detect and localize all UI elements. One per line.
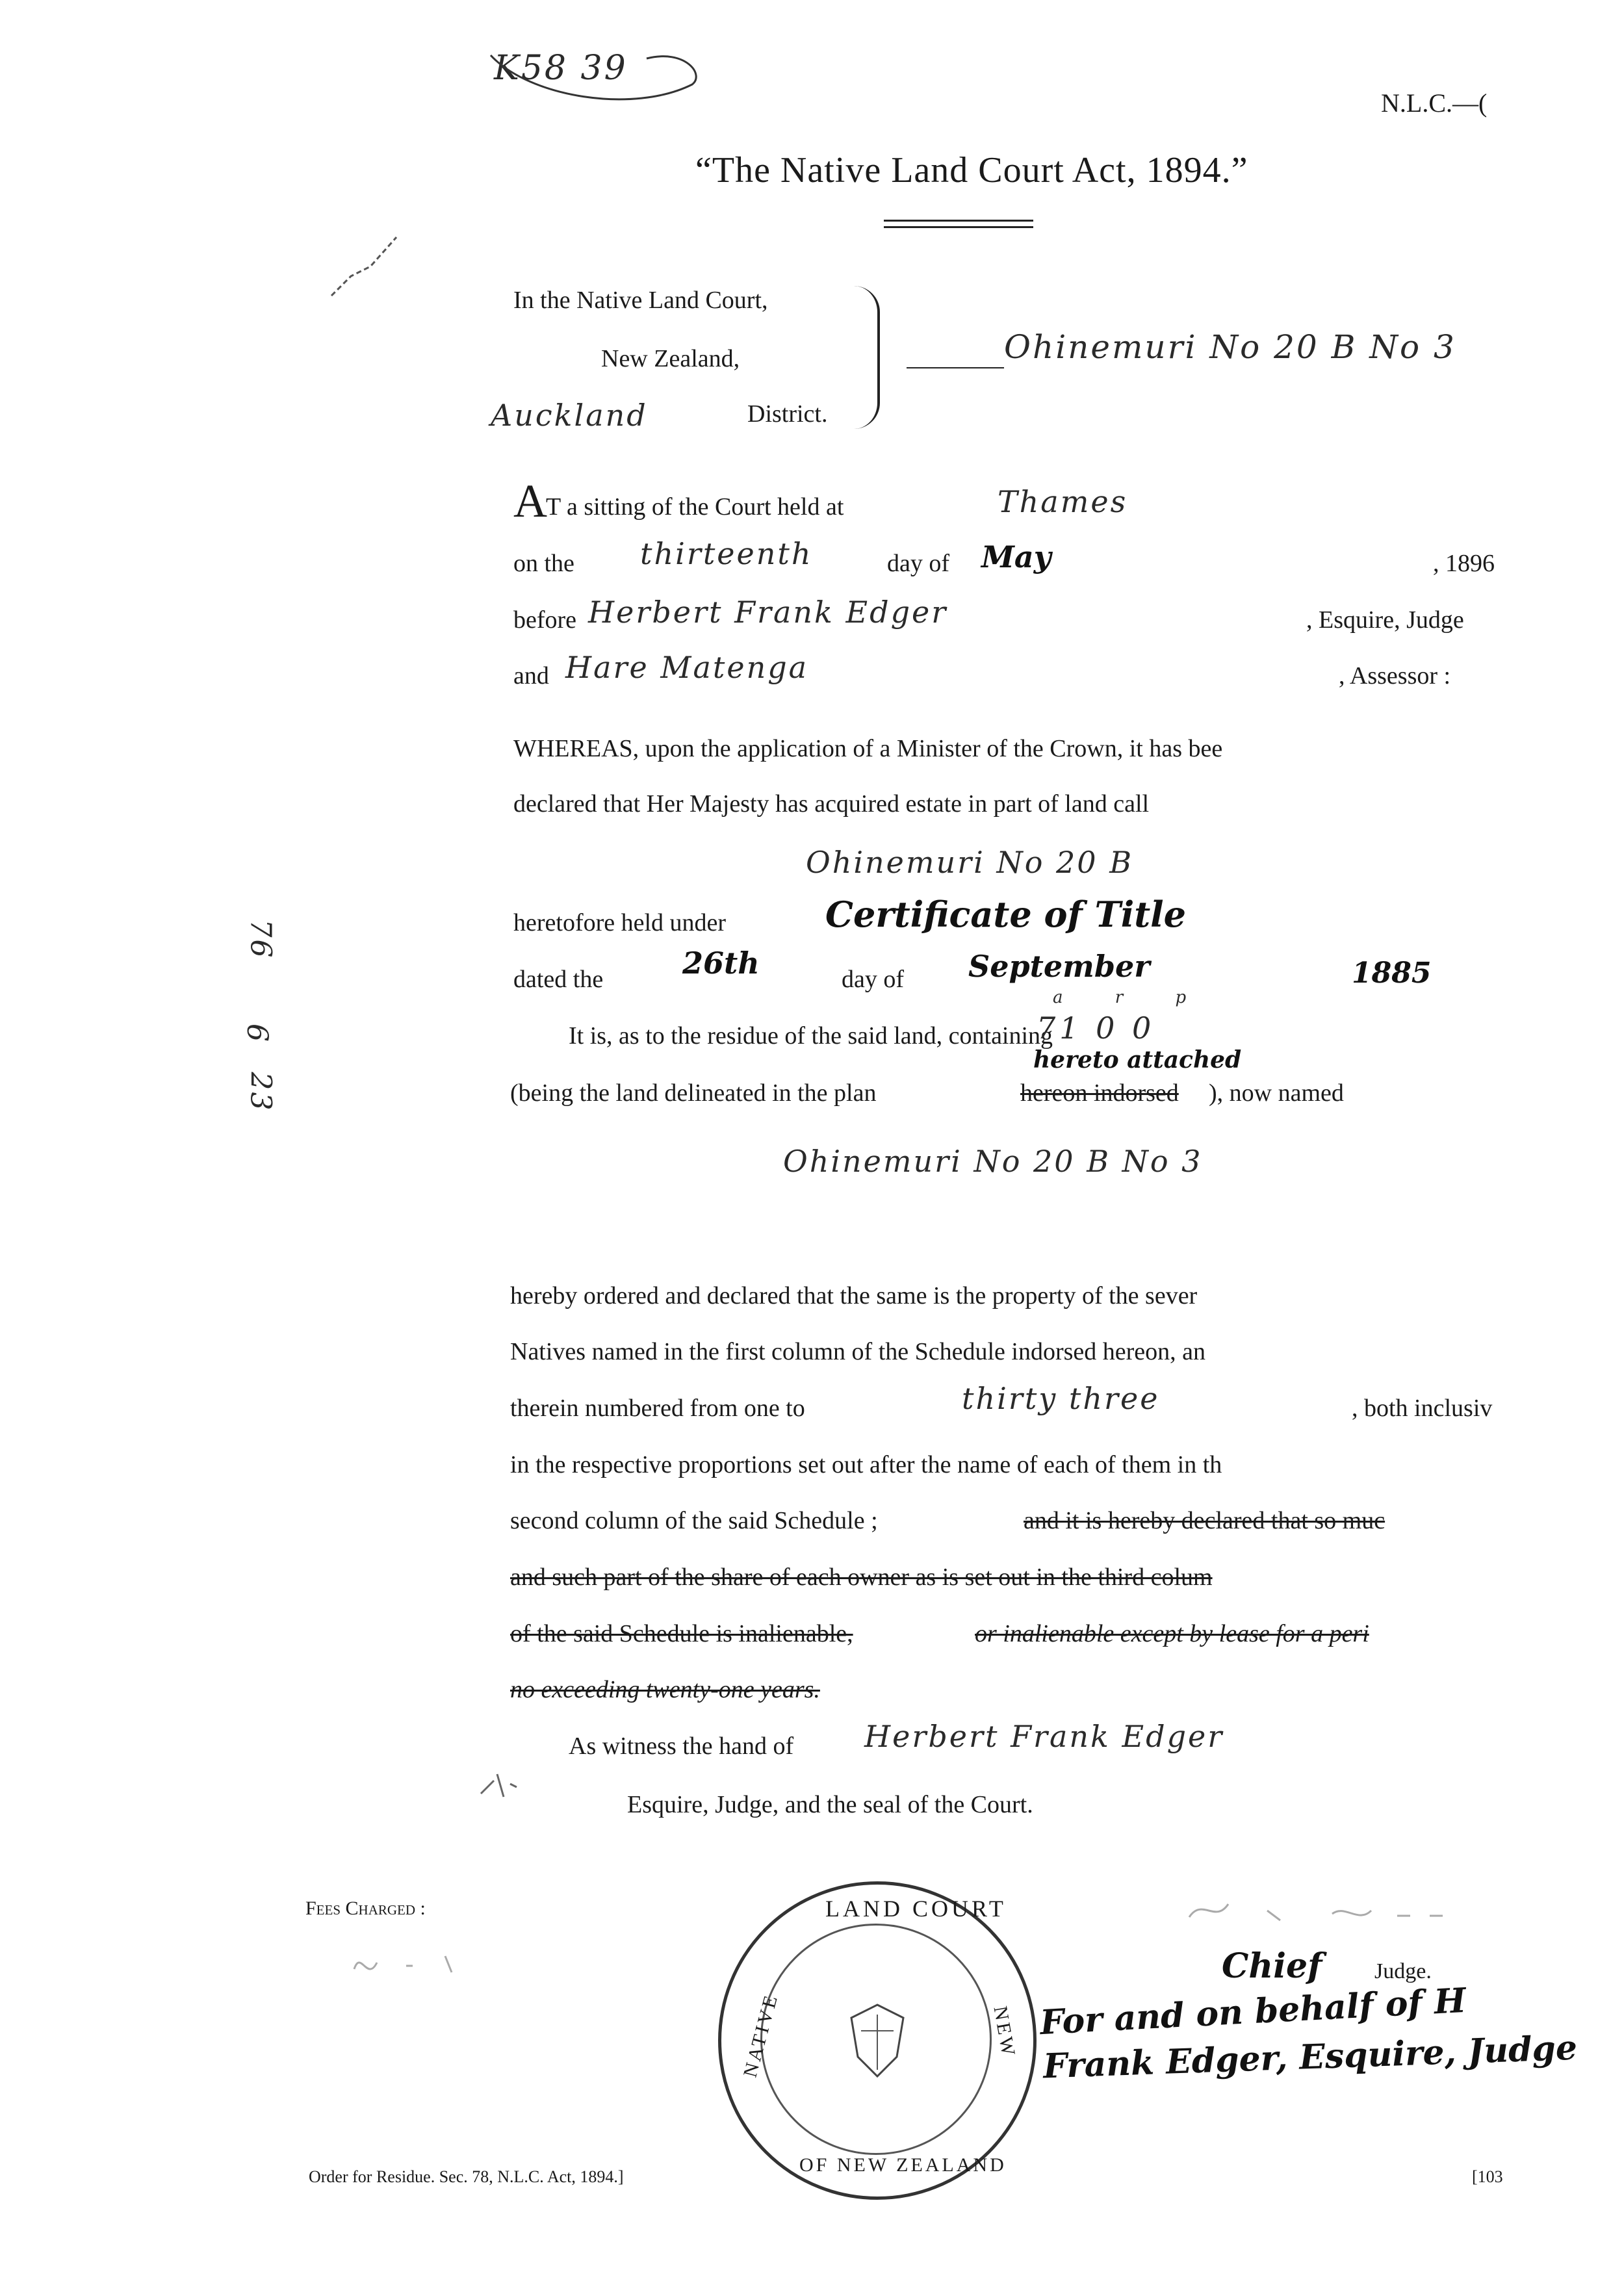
document-title: “The Native Land Court Act, 1894.” xyxy=(695,150,1248,190)
title-rule-top xyxy=(884,220,1033,222)
esquire-judge-label: , Esquire, Judge xyxy=(1306,606,1464,634)
on-the-label: on the xyxy=(513,550,574,577)
dated-day-of-label: day of xyxy=(842,966,905,993)
order-line-5a: second column of the said Schedule ; xyxy=(510,1507,878,1534)
order-reference-note: Order for Residue. Sec. 78, N.L.C. Act, 1894.] xyxy=(309,2167,624,2186)
plan-struck-text: hereon indorsed xyxy=(1020,1079,1179,1107)
seal-text-left: NATIVE xyxy=(739,1991,782,2080)
order-line-5-struck: and it is hereby declared that so muc xyxy=(1024,1507,1386,1534)
margin-pencil-mark xyxy=(325,231,403,302)
block-leader-line xyxy=(907,367,1004,368)
order-line-7-struck: of the said Schedule is inalienable, xyxy=(510,1620,853,1647)
order-line-4: in the respective proportions set out after the name of each of them in th xyxy=(510,1451,1222,1478)
witness-judge-handwritten: Herbert Frank Edger xyxy=(864,1719,1224,1754)
sitting-place-handwritten: Thames xyxy=(998,484,1128,519)
order-line-2: Natives named in the first column of the Schedule indorsed hereon, an xyxy=(510,1338,1206,1365)
witness-line-1: As witness the hand of xyxy=(569,1733,794,1760)
faint-pencil-signature xyxy=(1183,1885,1456,1937)
new-name-handwritten: Ohinemuri No 20 B No 3 xyxy=(783,1144,1203,1179)
area-unit-labels: a r p xyxy=(1053,988,1210,1007)
sitting-year: , 1896 xyxy=(1433,550,1495,577)
order-line-3a: therein numbered from one to xyxy=(510,1395,805,1422)
faint-pencil-fees xyxy=(348,1943,471,1989)
court-line-1: In the Native Land Court, xyxy=(513,287,768,314)
title-rule-bottom xyxy=(884,226,1033,228)
order-line-8-struck-italic: no exceeding twenty-one years. xyxy=(510,1676,820,1703)
before-label: before xyxy=(513,606,577,634)
court-line-2: New Zealand, xyxy=(601,345,740,372)
title-type-handwritten: Certificate of Title xyxy=(825,894,1187,935)
seal-text-top: LAND COURT xyxy=(825,1896,1007,1922)
land-name-handwritten: Ohinemuri No 20 B xyxy=(806,845,1133,880)
whereas-line-2: declared that Her Majesty has acquired estate in part of land call xyxy=(513,790,1150,818)
order-line-1: hereby ordered and declared that the same is the property of the sever xyxy=(510,1282,1198,1309)
district-handwritten: Auckland xyxy=(491,398,648,433)
whereas-line-1: WHEREAS, upon the application of a Minister of the Crown, it has bee xyxy=(513,735,1223,762)
margin-note-1: 76 xyxy=(244,919,277,960)
witness-margin-mark xyxy=(474,1761,520,1807)
dated-day-handwritten: 26th xyxy=(682,946,760,981)
margin-note-2: 6 xyxy=(240,1024,274,1044)
signature-behalf-line-2: Frank Edger, Esquire, Judge xyxy=(1042,2028,1578,2087)
seal-text-right: NEW xyxy=(989,2004,1020,2060)
seal-crest-icon xyxy=(842,1998,913,2083)
sitting-day-handwritten: thirteenth xyxy=(640,536,813,571)
now-named-label: ), now named xyxy=(1209,1079,1344,1107)
day-of-label: day of xyxy=(887,550,950,577)
fees-charged-label: Fees Charged : xyxy=(305,1898,426,1919)
block-name-handwritten: Ohinemuri No 20 B No 3 xyxy=(1004,328,1456,366)
and-label: and xyxy=(513,662,549,689)
file-reference-loop xyxy=(478,36,712,120)
plan-insert-handwritten: hereto attached xyxy=(1033,1046,1242,1074)
signature-behalf-line-1: For and on behalf of H xyxy=(1038,1980,1467,2043)
district-label: District. xyxy=(747,400,828,428)
assessor-handwritten: Hare Matenga xyxy=(565,650,809,685)
sitting-line-1: T a sitting of the Court held at xyxy=(546,493,844,521)
assessor-label: , Assessor : xyxy=(1339,662,1451,689)
judge-handwritten: Herbert Frank Edger xyxy=(588,595,948,630)
order-line-3b: , both inclusiv xyxy=(1352,1395,1493,1422)
witness-line-2: Esquire, Judge, and the seal of the Court. xyxy=(627,1791,1033,1818)
court-brace xyxy=(851,286,880,429)
dated-year: 1885 xyxy=(1352,957,1432,990)
page-code: [103 xyxy=(1472,2167,1503,2186)
sitting-month-handwritten: May xyxy=(981,539,1051,574)
order-line-6-struck: and such part of the share of each owner as is set out in the third colum xyxy=(510,1564,1213,1591)
area-handwritten: 71 0 0 xyxy=(1037,1011,1155,1046)
signature-chief: Chief xyxy=(1222,1946,1322,1986)
residue-line: It is, as to the residue of the said land, containing xyxy=(569,1022,1053,1050)
dated-month-handwritten: September xyxy=(968,949,1150,984)
file-reference: K58 39 xyxy=(494,49,628,88)
order-line-7-struck-italic: or inalienable except by lease for a peri xyxy=(975,1620,1369,1647)
court-seal xyxy=(718,1881,1037,2200)
form-code: N.L.C.—( xyxy=(1381,88,1488,118)
delineated-line: (being the land delineated in the plan xyxy=(510,1079,877,1107)
held-under-label: heretofore held under xyxy=(513,909,727,936)
seal-text-bottom: OF NEW ZEALAND xyxy=(799,2154,1007,2176)
margin-note-3: 23 xyxy=(244,1072,277,1113)
judge-label: Judge. xyxy=(1374,1959,1432,1983)
dated-the-label: dated the xyxy=(513,966,604,993)
drop-cap: A xyxy=(513,475,547,527)
owner-count-handwritten: thirty three xyxy=(962,1381,1160,1416)
